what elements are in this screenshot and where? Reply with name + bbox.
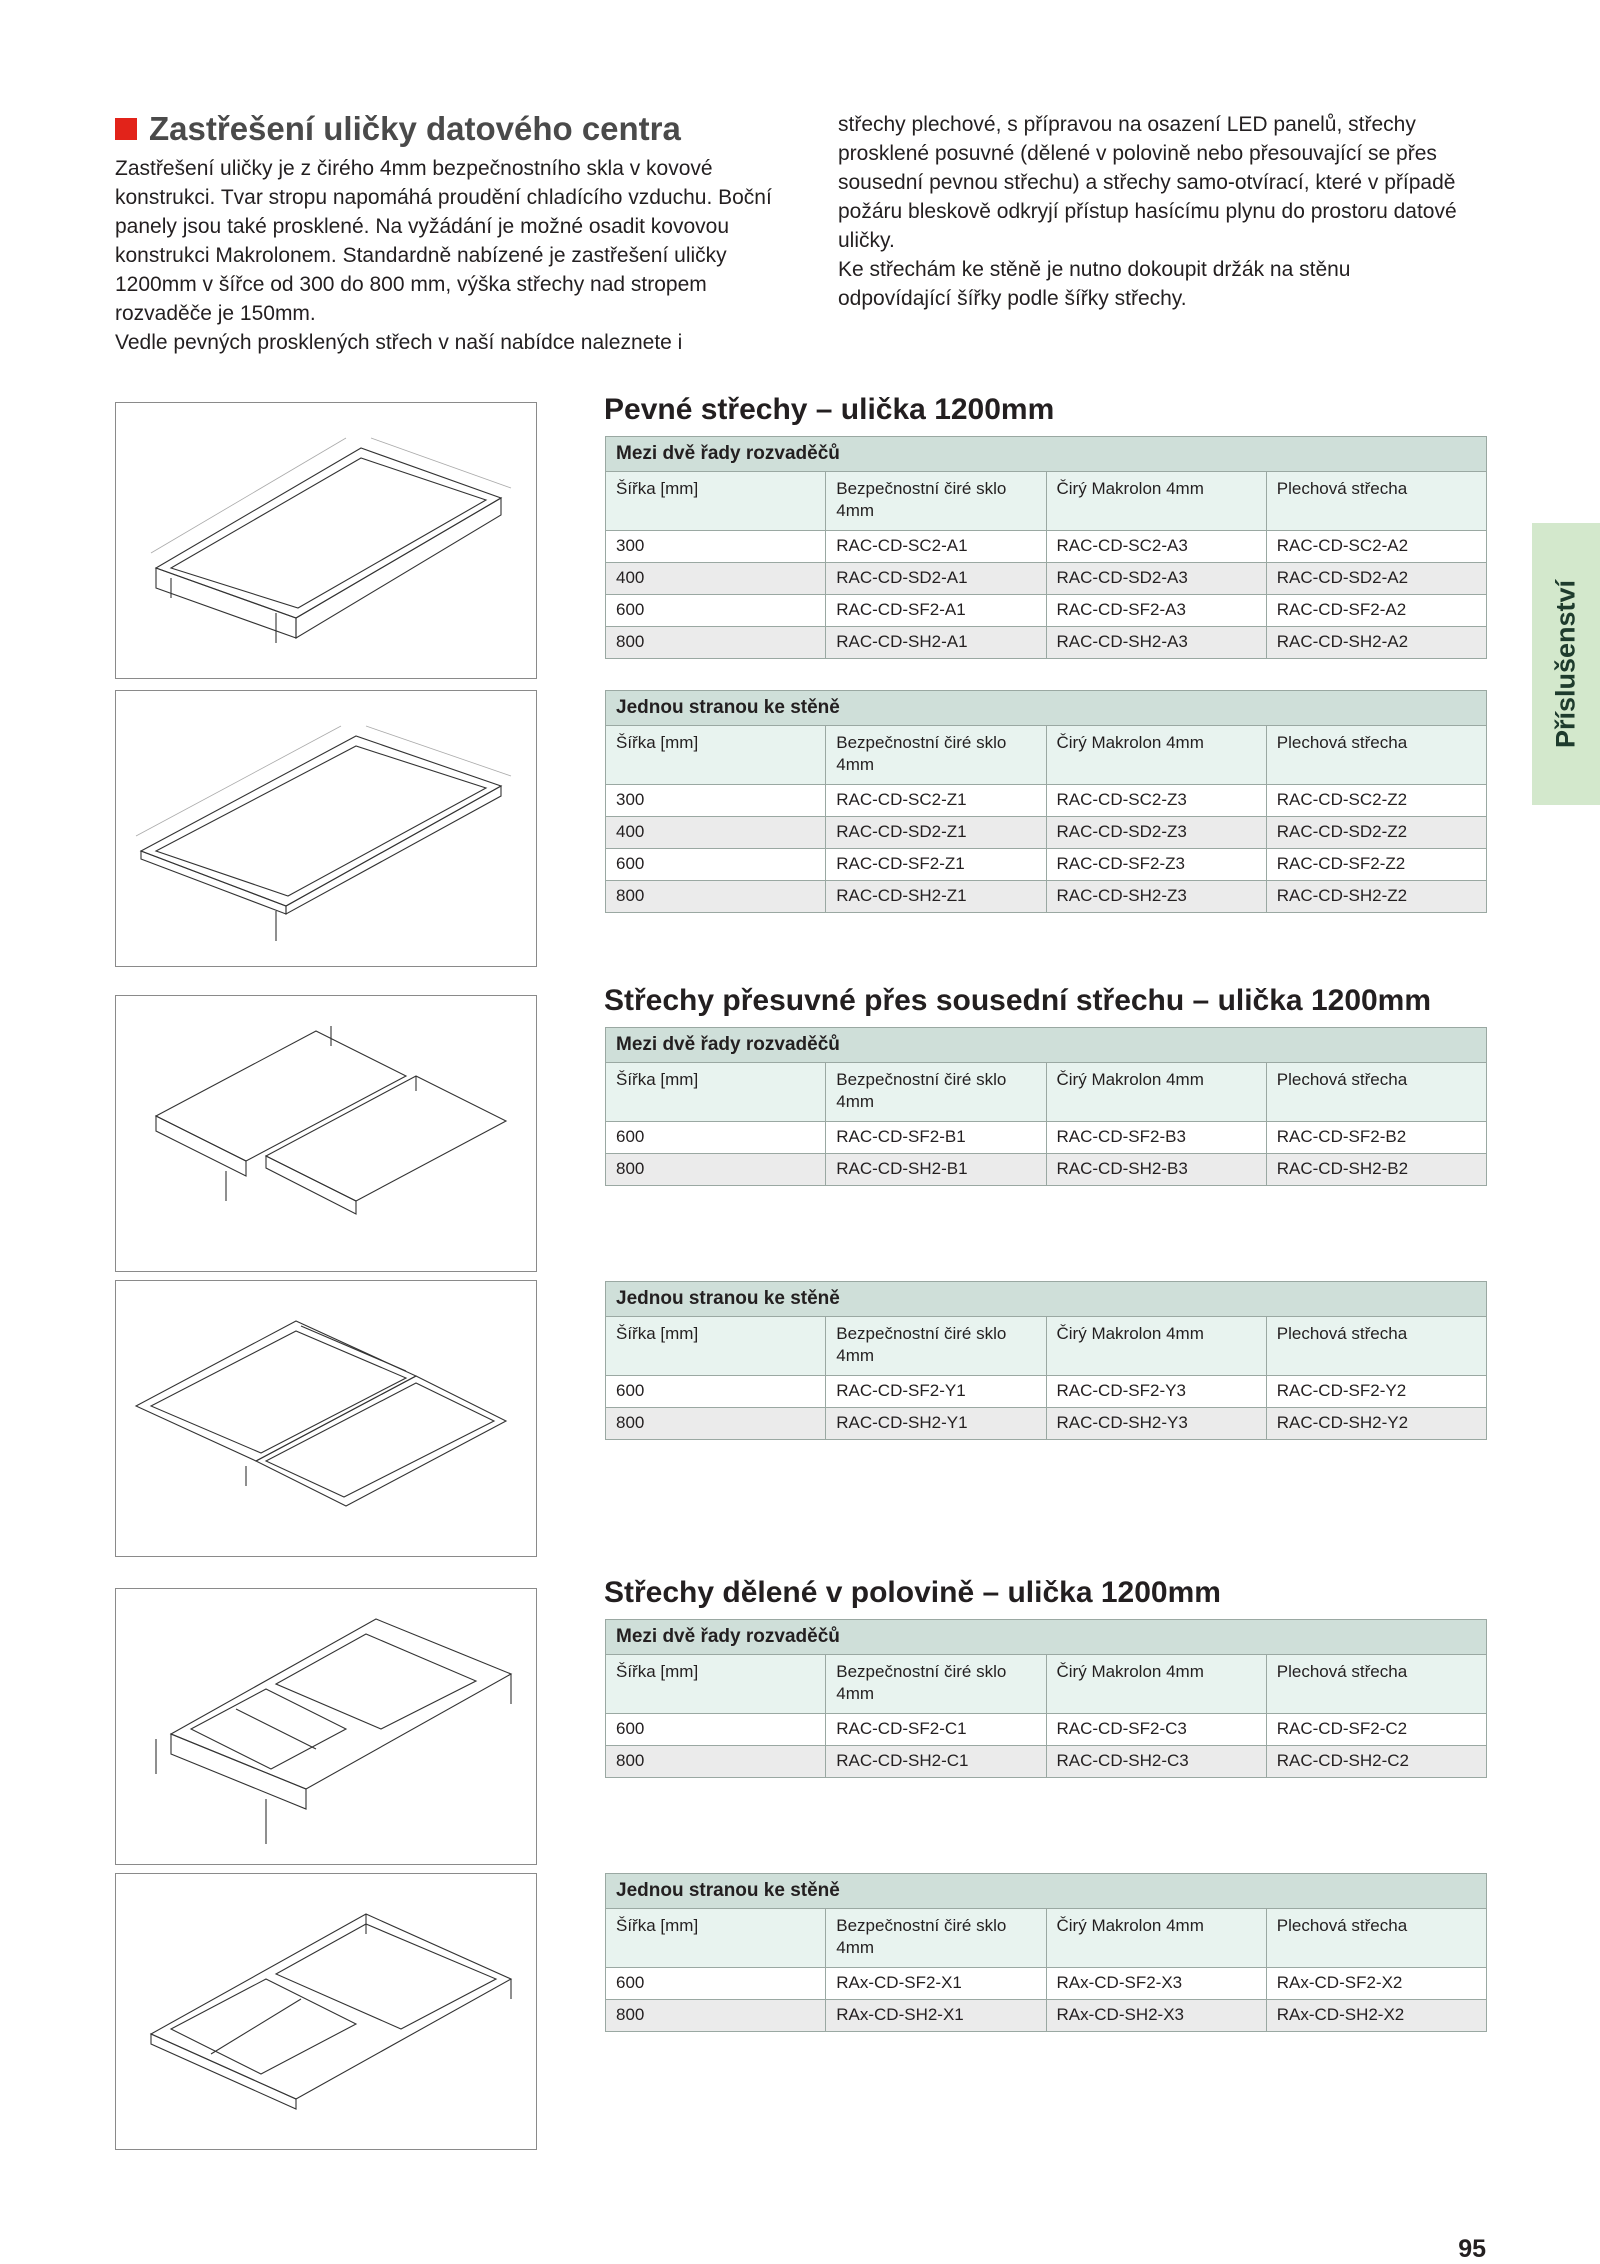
product-code-cell: RAC-CD-SD2-A3 <box>1046 563 1266 595</box>
product-code-cell: RAC-CD-SF2-B1 <box>826 1122 1046 1154</box>
page-number: 95 <box>1458 2235 1486 2263</box>
table-group-label: Mezi dvě řady rozvaděčů <box>606 1028 1487 1063</box>
table-header-row <box>606 1909 1487 1968</box>
width-cell: 600 <box>606 1968 826 2000</box>
product-code-cell: RAC-CD-SF2-A1 <box>826 595 1046 627</box>
product-code-cell: RAC-CD-SC2-Z1 <box>826 785 1046 817</box>
product-code-cell: RAC-CD-SH2-Y2 <box>1266 1408 1486 1440</box>
product-code-cell: RAC-CD-SH2-A3 <box>1046 627 1266 659</box>
product-code-cell: RAC-CD-SC2-A2 <box>1266 531 1486 563</box>
table-header-cell: Šířka [mm] <box>606 472 826 531</box>
table-header-row <box>606 726 1487 785</box>
product-code-cell: RAx-CD-SF2-X3 <box>1046 1968 1266 2000</box>
product-code-cell: RAC-CD-SF2-Y3 <box>1046 1376 1266 1408</box>
product-code-cell: RAC-CD-SC2-Z3 <box>1046 785 1266 817</box>
side-tab-label: Příslušenství <box>1550 579 1581 749</box>
intro-paragraph: střechy plechové, s přípravou na osazení LED panelů, střechy prosklené posuvné (dělené v polovině nebo přesouvající se přes sousední pevnou střechu) a střechy samo-otvírací, které v případě požáru bleskově odkryjí přístup hasícímu plynu do prostoru datové uličky. <box>838 113 1457 252</box>
spec-table <box>605 1027 1487 1186</box>
width-cell: 400 <box>606 817 826 849</box>
product-drawing-sliding-roof-wall <box>115 1280 537 1557</box>
product-code-cell: RAC-CD-SH2-C1 <box>826 1746 1046 1778</box>
table-row <box>606 2000 1487 2032</box>
table-header-cell: Čirý Makrolon 4mm <box>1046 1655 1266 1714</box>
table-row <box>606 1122 1487 1154</box>
product-drawing-split-roof-wall <box>115 1873 537 2150</box>
red-square-bullet-icon <box>115 118 137 140</box>
width-cell: 600 <box>606 849 826 881</box>
product-code-cell: RAC-CD-SF2-C2 <box>1266 1714 1486 1746</box>
table-group-label: Jednou stranou ke stěně <box>606 691 1487 726</box>
section-title-sliding-roofs: Střechy přesuvné přes sousední střechu – ulička 1200mm <box>604 984 1432 1017</box>
table-row <box>606 595 1487 627</box>
table-header-cell: Plechová střecha <box>1266 1063 1486 1122</box>
table-header-cell: Šířka [mm] <box>606 1063 826 1122</box>
table-row <box>606 531 1487 563</box>
table-header-cell: Bezpečnostní čiré sklo 4mm <box>826 1317 1046 1376</box>
section-title-split-roofs: Střechy dělené v polovině – ulička 1200mm <box>604 1576 1221 1609</box>
split-roof-wall-isometric-drawing <box>116 1874 536 2149</box>
split-roof-isometric-drawing <box>116 1589 536 1864</box>
table-header-cell: Šířka [mm] <box>606 1909 826 1968</box>
product-code-cell: RAC-CD-SF2-B3 <box>1046 1122 1266 1154</box>
table-header-cell: Plechová střecha <box>1266 726 1486 785</box>
spec-table <box>605 690 1487 913</box>
product-code-cell: RAx-CD-SF2-X2 <box>1266 1968 1486 2000</box>
table-group-row <box>606 1620 1487 1655</box>
intro-left-column <box>115 110 775 357</box>
table-group-label: Mezi dvě řady rozvaděčů <box>606 1620 1487 1655</box>
product-code-cell: RAC-CD-SD2-Z3 <box>1046 817 1266 849</box>
sliding-roof-wall-isometric-drawing <box>116 1281 536 1556</box>
width-cell: 800 <box>606 1154 826 1186</box>
product-code-cell: RAC-CD-SF2-B2 <box>1266 1122 1486 1154</box>
fixed-roof-wall-isometric-drawing <box>116 691 536 966</box>
product-code-cell: RAC-CD-SF2-A2 <box>1266 595 1486 627</box>
table-group-row <box>606 1874 1487 1909</box>
width-cell: 300 <box>606 531 826 563</box>
intro-paragraph: Ke střechám ke stěně je nutno dokoupit držák na stěnu odpovídající šířky podle šířky střechy. <box>838 258 1351 310</box>
intro-heading <box>115 110 775 148</box>
product-code-cell: RAC-CD-SH2-Z2 <box>1266 881 1486 913</box>
width-cell: 400 <box>606 563 826 595</box>
product-code-cell: RAC-CD-SF2-C3 <box>1046 1714 1266 1746</box>
intro-paragraph: Vedle pevných prosklených střech v naší nabídce naleznete i <box>115 331 683 354</box>
table-row <box>606 785 1487 817</box>
table-row <box>606 1376 1487 1408</box>
table-header-cell: Bezpečnostní čiré sklo 4mm <box>826 1909 1046 1968</box>
table-group-label: Mezi dvě řady rozvaděčů <box>606 437 1487 472</box>
product-drawing-sliding-roof <box>115 995 537 1272</box>
spec-table <box>605 1281 1487 1440</box>
product-code-cell: RAC-CD-SF2-Y1 <box>826 1376 1046 1408</box>
table-header-cell: Čirý Makrolon 4mm <box>1046 726 1266 785</box>
product-code-cell: RAC-CD-SF2-Z3 <box>1046 849 1266 881</box>
table-header-cell: Bezpečnostní čiré sklo 4mm <box>826 472 1046 531</box>
product-code-cell: RAC-CD-SF2-Y2 <box>1266 1376 1486 1408</box>
product-code-cell: RAx-CD-SH2-X3 <box>1046 2000 1266 2032</box>
table-header-row <box>606 1317 1487 1376</box>
product-code-cell: RAC-CD-SF2-C1 <box>826 1714 1046 1746</box>
product-code-cell: RAC-CD-SH2-Z3 <box>1046 881 1266 913</box>
table-header-cell: Bezpečnostní čiré sklo 4mm <box>826 1063 1046 1122</box>
intro-paragraph: Zastřešení uličky je z čirého 4mm bezpečnostního skla v kovové konstrukci. Tvar stropu napomáhá proudění chladícího vzduchu. Boční panely jsou také prosklené. Na vyžádání je možné osadit kovovou konstrukci Makrolonem. Standardně nabízené je zastřešení uličky 1200mm v šířce od 300 do 800 mm, výška střechy nad stropem rozvaděče je 150mm. <box>115 157 772 325</box>
product-code-cell: RAC-CD-SF2-Z1 <box>826 849 1046 881</box>
table-header-cell: Čirý Makrolon 4mm <box>1046 1063 1266 1122</box>
product-code-cell: RAC-CD-SH2-Z1 <box>826 881 1046 913</box>
product-code-cell: RAC-CD-SC2-A3 <box>1046 531 1266 563</box>
table-header-cell: Čirý Makrolon 4mm <box>1046 1909 1266 1968</box>
sliding-roof-isometric-drawing <box>116 996 536 1271</box>
product-code-cell: RAC-CD-SD2-A1 <box>826 563 1046 595</box>
table-header-cell: Bezpečnostní čiré sklo 4mm <box>826 726 1046 785</box>
table-header-cell: Plechová střecha <box>1266 472 1486 531</box>
product-code-cell: RAC-CD-SH2-Y1 <box>826 1408 1046 1440</box>
section-side-tab[interactable] <box>1532 523 1600 805</box>
table-header-cell: Plechová střecha <box>1266 1317 1486 1376</box>
table-row <box>606 1714 1487 1746</box>
table-row <box>606 627 1487 659</box>
table-row <box>606 563 1487 595</box>
width-cell: 300 <box>606 785 826 817</box>
width-cell: 800 <box>606 2000 826 2032</box>
width-cell: 800 <box>606 881 826 913</box>
spec-table <box>605 1619 1487 1778</box>
product-code-cell: RAC-CD-SH2-Y3 <box>1046 1408 1266 1440</box>
table-header-row <box>606 1655 1487 1714</box>
product-code-cell: RAC-CD-SH2-B3 <box>1046 1154 1266 1186</box>
width-cell: 600 <box>606 1714 826 1746</box>
product-code-cell: RAC-CD-SC2-A1 <box>826 531 1046 563</box>
product-code-cell: RAC-CD-SH2-A1 <box>826 627 1046 659</box>
table-row <box>606 817 1487 849</box>
product-code-cell: RAC-CD-SD2-Z1 <box>826 817 1046 849</box>
spec-table <box>605 436 1487 659</box>
width-cell: 600 <box>606 1122 826 1154</box>
table-header-cell: Čirý Makrolon 4mm <box>1046 1317 1266 1376</box>
product-code-cell: RAC-CD-SD2-A2 <box>1266 563 1486 595</box>
product-drawing-fixed-roof-wall <box>115 690 537 967</box>
table-group-row <box>606 1028 1487 1063</box>
width-cell: 800 <box>606 1408 826 1440</box>
product-code-cell: RAC-CD-SF2-Z2 <box>1266 849 1486 881</box>
product-code-cell: RAx-CD-SH2-X2 <box>1266 2000 1486 2032</box>
width-cell: 600 <box>606 1376 826 1408</box>
table-row <box>606 849 1487 881</box>
table-group-label: Jednou stranou ke stěně <box>606 1282 1487 1317</box>
table-group-label: Jednou stranou ke stěně <box>606 1874 1487 1909</box>
product-code-cell: RAx-CD-SF2-X1 <box>826 1968 1046 2000</box>
table-row <box>606 1968 1487 2000</box>
product-code-cell: RAC-CD-SH2-C2 <box>1266 1746 1486 1778</box>
table-header-row <box>606 1063 1487 1122</box>
table-header-cell: Šířka [mm] <box>606 726 826 785</box>
product-code-cell: RAC-CD-SF2-A3 <box>1046 595 1266 627</box>
table-header-cell: Bezpečnostní čiré sklo 4mm <box>826 1655 1046 1714</box>
product-code-cell: RAC-CD-SH2-C3 <box>1046 1746 1266 1778</box>
product-code-cell: RAC-CD-SC2-Z2 <box>1266 785 1486 817</box>
table-header-cell: Šířka [mm] <box>606 1655 826 1714</box>
table-header-cell: Šířka [mm] <box>606 1317 826 1376</box>
table-header-cell: Plechová střecha <box>1266 1655 1486 1714</box>
intro-title: Zastřešení uličky datového centra <box>149 110 681 147</box>
table-group-row <box>606 691 1487 726</box>
product-code-cell: RAC-CD-SH2-A2 <box>1266 627 1486 659</box>
width-cell: 800 <box>606 627 826 659</box>
table-group-row <box>606 437 1487 472</box>
intro-right-column <box>838 110 1458 313</box>
table-row <box>606 1154 1487 1186</box>
product-drawing-split-roof <box>115 1588 537 1865</box>
table-header-cell: Čirý Makrolon 4mm <box>1046 472 1266 531</box>
table-header-cell: Plechová střecha <box>1266 1909 1486 1968</box>
table-row <box>606 881 1487 913</box>
width-cell: 800 <box>606 1746 826 1778</box>
product-code-cell: RAC-CD-SH2-B1 <box>826 1154 1046 1186</box>
spec-table <box>605 1873 1487 2032</box>
product-code-cell: RAx-CD-SH2-X1 <box>826 2000 1046 2032</box>
product-drawing-fixed-roof <box>115 402 537 679</box>
table-group-row <box>606 1282 1487 1317</box>
product-code-cell: RAC-CD-SH2-B2 <box>1266 1154 1486 1186</box>
fixed-roof-isometric-drawing <box>116 403 536 678</box>
width-cell: 600 <box>606 595 826 627</box>
table-header-row <box>606 472 1487 531</box>
table-row <box>606 1746 1487 1778</box>
table-row <box>606 1408 1487 1440</box>
section-title-fixed-roofs: Pevné střechy – ulička 1200mm <box>604 393 1055 426</box>
product-code-cell: RAC-CD-SD2-Z2 <box>1266 817 1486 849</box>
